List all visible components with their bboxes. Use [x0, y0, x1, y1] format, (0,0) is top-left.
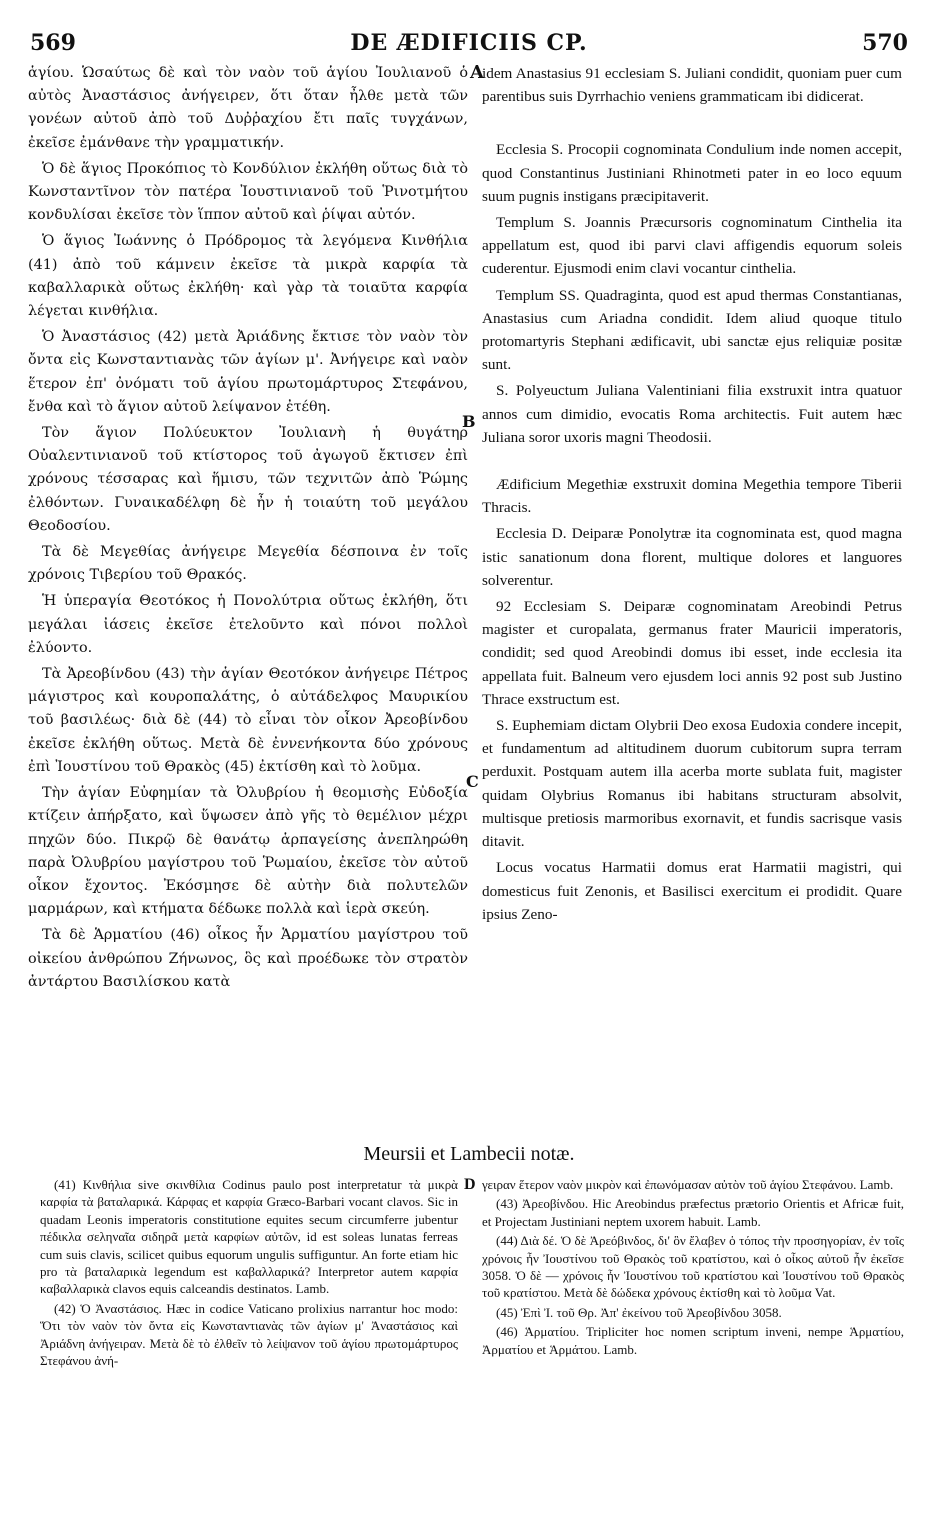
running-title: DE ÆDIFICIIS CP. [350, 30, 588, 56]
latin-column [482, 62, 902, 929]
footnote: (43) Ἀρεοβίνδου. Hic Areobindus præfectus prætorio Orientis et Africæ fuit, et Projectam Justiniani neptem uxorem habuit. Lamb. [482, 1196, 904, 1229]
latin-paragraph: Ædificium Megethiæ exstruxit domina Megethia tempore Tiberii Thracis. [482, 476, 902, 517]
page-header [30, 30, 908, 58]
latin-paragraph: Locus vocatus Harmatii domus erat Harmatii magistri, qui domesticus fuit Zenonis, et Basilisci exercitum ei prodidit. Quare ipsius Zeno- [482, 859, 902, 923]
latin-paragraph: idem Anastasius 91 ecclesiam S. Juliani condidit, quoniam puer cum parentibus suis Dyrrhachio veniens grammaticam ibi didicerat. [482, 65, 902, 106]
greek-paragraph: Τὰ Ἀρεοβίνδου (43) τὴν ἁγίαν Θεοτόκον ἀνήγειρε Πέτρος μάγιστρος καὶ κουροπαλάτης, ὁ αὐτάδελφος Μαυρικίου τοῦ βασιλέως· διὰ δὲ (44) τὸ εἶναι τὸν οἶκον Ἀρεοβίνδου ἐκεῖσε ἐκλήθη οὕτως. Μετὰ δὲ ἐννενήκοντα δύο χρόνους ἐπὶ Ἰουστίνου τοῦ Θρακὸς (45) ἐκτίσθη καὶ τὸ λοῦμα. [28, 666, 468, 775]
notes-left-column [40, 1176, 458, 1371]
left-page-number: 569 [30, 30, 76, 56]
notes-heading: Meursii et Lambecii notæ. [363, 1143, 575, 1165]
greek-paragraph: ἁγίου. Ὡσαύτως δὲ καὶ τὸν ναὸν τοῦ ἁγίου Ἰουλιανοῦ ὁ αὐτὸς Ἀναστάσιος ἀνήγειρεν, ὅτι ὅταν ἦλθε μετὰ τῶν γονέων αὐτοῦ ἀπὸ τοῦ Δυῤῥαχίου ἔτι παῖς τυγχάνων, ἐκεῖσε ἐμάνθανε τὴν γραμματικήν. [28, 65, 468, 151]
latin-paragraph: Ecclesia D. Deiparæ Ponolytræ ita cognominata est, quod magna istic sanationum dona florent, multique dolores et languores solverentur. [482, 525, 902, 589]
margin-marker-b: B [462, 412, 476, 431]
footnote: (45) Ἐπὶ Ἰ. τοῦ Θρ. Ἀπ' ἐκείνου τοῦ Ἀρεοβίνδου 3058. [496, 1304, 782, 1320]
margin-marker-d: D [464, 1176, 476, 1193]
footnote: (46) Ἁρματίου. Tripliciter hoc nomen scriptum inveni, nempe Ἁρματίου, Ἀρματίου et Ἁρμάτου. Lamb. [482, 1324, 904, 1357]
footnote: (44) Διὰ δέ. Ὁ δὲ Ἀρεόβινδος, δι' ὃν ἔλαβεν ὁ τόπος τὴν προσηγορίαν, ἐν τοῖς χρόνοις ἦν Ἰουστίνου τοῦ Θρακὸς τοῦ κρατίστου, καὶ ὁ οἶκος αὐτοῦ ἦν ἐκεῖσε 3058. Ὁ δὲ — χρόνοις ἦν Ἰουστίνου τοῦ κρατίστου καὶ Ἰουστίνου τοῦ Θρακὸς τοῦ κρατίστου. Μετὰ δὲ δώδεκα χρόνους ἐκτίσθη καὶ τὸ λοῦμα Vat. [482, 1233, 904, 1301]
greek-column [28, 62, 468, 997]
latin-paragraph: Templum SS. Quadraginta, quod est apud thermas Constantianas, Anastasius cum Ariadna condidit. Idem aliud quoque titulo protomartyris Stephani ædificavit, ubi sanctæ ejus reliquiæ positæ sunt. [482, 286, 902, 374]
greek-paragraph: Τὰ δὲ Μεγεθίας ἀνήγειρε Μεγεθία δέσποινα ἐν τοῖς χρόνοις Τιβερίου τοῦ Θρακός. [28, 544, 468, 584]
margin-marker-c: C [466, 772, 479, 791]
latin-paragraph: S. Polyeuctum Juliana Valentiniani filia exstruxit intra quatuor annos cum dimidio, evocatis Roma architectis. Fuit autem hæc Juliana soror uxoris magni Theodosii. [482, 382, 902, 446]
latin-paragraph: S. Euphemiam dictam Olybrii Deo exosa Eudoxia condere incepit, et fundamentum ad altitudinem duorum cubitorum supra terram perduxit. Postquam autem illa acerba morte sublata fuit, magister quidam Olybrius Romanus ibi habitans structuram absolvit, multisque pretiosis marmoribus exornavit, et fundis sacrisque vasis ditavit. [482, 717, 902, 851]
latin-paragraph: Ecclesia S. Procopii cognominata Condulium inde nomen accepit, quod Constantinus Justiniani Rhinotmeti pater in eo loco equum suum pugnis instigans præcipitaverit. [482, 141, 902, 205]
notes-right-column [482, 1176, 904, 1360]
greek-paragraph: Ὁ ἅγιος Ἰωάννης ὁ Πρόδρομος τὰ λεγόμενα Κινθήλια (41) ἀπὸ τοῦ κάμνειν ἐκεῖσε τὰ μικρὰ καρφία τὰ καβαλλαρικὰ οὕτως ἐκλήθη· καὶ γὰρ τὰ τοιαῦτα καρφία λέγεται κινθήλια. [28, 233, 468, 320]
greek-paragraph: Ἡ ὑπεραγία Θεοτόκος ἡ Πονολύτρια οὕτως ἐκλήθη, ὅτι μεγάλαι ἰάσεις ἐκεῖσε ἐτελοῦντο καὶ πόνοι πολλοὶ ἐλύοντο. [28, 593, 468, 656]
footnote: γειραν ἕτερον ναὸν μικρὸν καὶ ἐπωνόμασαν αὐτὸν τοῦ ἁγίου Στεφάνου. Lamb. [482, 1177, 894, 1192]
greek-paragraph: Τὸν ἅγιον Πολύευκτον Ἰουλιανὴ ἡ θυγάτηρ Οὐαλεντινιανοῦ τοῦ κτίστορος τοῦ ἀγωγοῦ ἔκτισεν ἐπὶ χρόνους τέσσαρας καὶ ἥμισυ, τῶν τεχνιτῶν ἀπὸ Ῥώμης ἐλθόντων. Γυναικαδέλφη δὲ ἦν ἡ τοιαύτη τοῦ μεγάλου Θεοδοσίου. [28, 425, 468, 534]
greek-paragraph: Τὰ δὲ Ἁρματίου (46) οἶκος ἦν Ἁρματίου μαγίστρου τοῦ οἰκείου ἀνθρώπου Ζήνωνος, ὃς καὶ προέδωκε τὸν στρατὸν ἀντάρτου Βασιλίσκου κατὰ [28, 927, 468, 990]
footnote: (42) Ὁ Ἀναστάσιος. Hæc in codice Vaticano prolixius narrantur hoc modo: Ὅτι τὸν ναὸν τὸν ὄντα εἰς Κωνσταντιανὰς τῶν ἁγίων μ' Ἀναστάσιος καὶ Ἀριάδνη ἀνήγειραν. Μετὰ δὲ τὸ ἐλθεῖν τὸ λείψανον τοῦ ἁγίου πρωτομάρτυρος Στεφάνου ἀνή- [40, 1300, 458, 1369]
margin-marker-a: A [470, 62, 484, 83]
latin-paragraph: Templum S. Joannis Præcursoris cognominatum Cinthelia ita appellatum est, quod ibi parvi clavi affigendis equorum soleis cuderentur. Ejusmodi enim clavi vocantur cinthelia. [482, 214, 902, 278]
latin-paragraph: 92 Ecclesiam S. Deiparæ cognominatam Areobindi Petrus magister et curopalata, germanus frater Mauricii imperatoris, condidit; sed quod Areobindi domus ibi esset, inde ecclesia ita appellata fuit. Balneum vero ejusdem loci annis 92 post sub Justino Thrace exstructum est. [482, 598, 902, 708]
footnote: (41) Κινθήλια sive σκινθίλια Codinus paulo post interpretatur τὰ μικρὰ καρφία τὰ βαταλαρικά. Κάρφας et καρφία Græco-Barbari vocant clavos. Sic in quadam Leonis imperatoris constitutione equites secum circumferre jubentur πέδικλα σεληναῖα σιδηρᾶ μετὰ καρφίων αὐτῶν, id est soleas lunatas ferreas cum suis clavis, scilicet quibus equorum ungulis suffiguntur. An forte etiam hic pro τὰ βαταλαρικὰ legendum est καβαλλαρικά? Interpretor autem καρφία καβαλλαρικὰ clavos equis calceandis destinatos. Lamb. [40, 1177, 458, 1297]
right-page-number: 570 [862, 30, 908, 56]
greek-paragraph: Τὴν ἁγίαν Εὐφημίαν τὰ Ὀλυβρίου ἡ θεομισὴς Εὐδοξία κτίζειν ἀπήρξατο, καὶ ὕψωσεν ἀπὸ γῆς τὸ θεμέλιον μέχρι πηχῶν δύο. Πικρῷ δὲ θανάτῳ ἁρπαγείσης ἀνεπληρώθη παρὰ Ὀλυβρίου μαγίστρου τοῦ Ῥωμαίου, ἐκεῖσε τὸν αὐτοῦ οἶκον ἔχοντος. Ἐκόσμησε δὲ αὐτὴν διὰ πολυτελῶν μαρμάρων, καὶ κτήματα δέδωκε πολλὰ καὶ ἱερὰ σκεύη. [28, 785, 468, 918]
greek-paragraph: Ὁ δὲ ἅγιος Προκόπιος τὸ Κονδύλιον ἐκλήθη οὕτως διὰ τὸ Κωνσταντῖνον τὸν πατέρα Ἰουστινιανοῦ τοῦ Ῥινοτμήτου κονδυλίσαι ἐκεῖσε τὸν ἵππον αὐτοῦ καὶ ῥίψαι αὐτόν. [28, 160, 468, 224]
greek-paragraph: Ὁ Ἀναστάσιος (42) μετὰ Ἀριάδνης ἔκτισε τὸν ναὸν τὸν ὄντα εἰς Κωνσταντιανὰς τῶν ἁγίων μ'. Ἀνήγειρε καὶ ναὸν ἕτερον ἐπ' ὀνόματι τοῦ ἁγίου πρωτομάρτυρος Στεφάνου, ἔνθα καὶ τὸ ἅγιον αὐτοῦ λείψανον ἐτέθη. [28, 329, 468, 415]
